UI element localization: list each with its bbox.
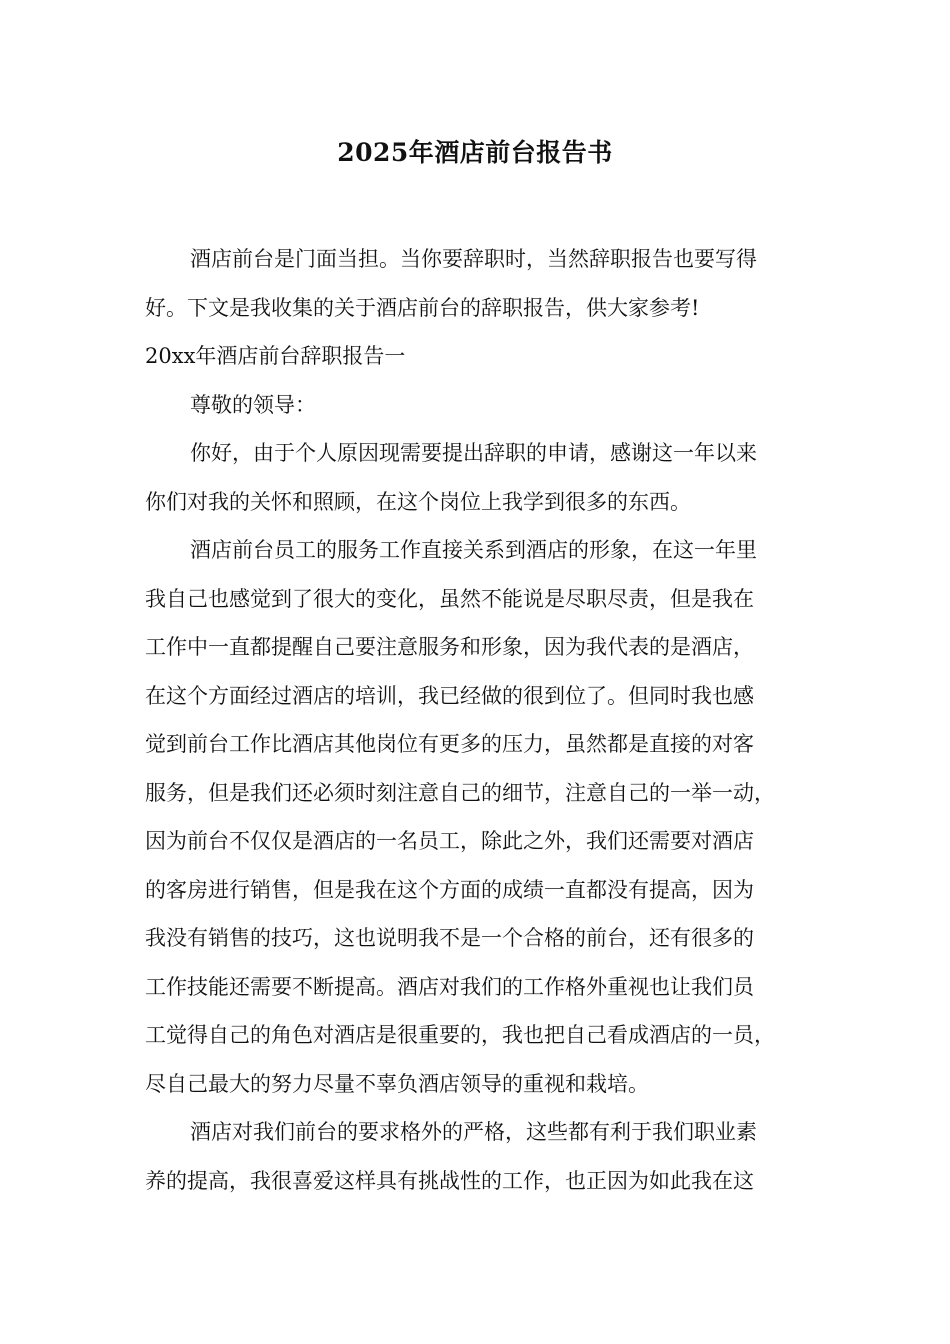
text-line: 我没有销售的技巧，这也说明我不是一个合格的前台，还有很多的 — [145, 926, 754, 950]
text-line: 工作技能还需要不断提高。酒店对我们的工作格外重视也让我们员 — [145, 974, 754, 999]
text-line: 养的提高，我很喜爱这样具有挑战性的工作，也正因为如此我在这 — [145, 1168, 754, 1193]
text-line: 在这个方面经过酒店的培训，我已经做的很到位了。但同时我也感 — [145, 683, 754, 708]
text-line: 因为前台不仅仅是酒店的一名员工，除此之外，我们还需要对酒店 — [145, 829, 754, 853]
text-line: 我自己也感觉到了很大的变化，虽然不能说是尽职尽责，但是我在 — [145, 586, 754, 611]
text-line: 酒店前台是门面当担。当你要辞职时，当然辞职报告也要写得 — [190, 247, 757, 271]
text-line: 尊敬的领导： — [190, 392, 316, 417]
page-title: 2025年酒店前台报告书 — [337, 138, 613, 167]
text-line: 20xx年酒店前台辞职报告一 — [145, 344, 406, 368]
document-body — [145, 235, 810, 1205]
text-line: 的客房进行销售，但是我在这个方面的成绩一直都没有提高，因为 — [145, 877, 754, 902]
text-line: 服务，但是我们还必须时刻注意自己的细节，注意自己的一举一动， — [145, 780, 775, 805]
text-line: 酒店对我们前台的要求格外的严格，这些都有利于我们职业素 — [190, 1120, 757, 1144]
text-line: 工觉得自己的角色对酒店是很重要的，我也把自己看成酒店的一员， — [145, 1023, 775, 1047]
text-line: 你好，由于个人原因现需要提出辞职的申请，感谢这一年以来 — [190, 441, 757, 465]
text-line: 尽自己最大的努力尽量不辜负酒店领导的重视和栽培。 — [145, 1071, 649, 1096]
text-line: 觉到前台工作比酒店其他岗位有更多的压力，虽然都是直接的对客 — [145, 732, 754, 756]
text-line: 酒店前台员工的服务工作直接关系到酒店的形象，在这一年里 — [190, 538, 757, 562]
text-line: 你们对我的关怀和照顾，在这个岗位上我学到很多的东西。 — [145, 489, 691, 514]
text-line: 工作中一直都提醒自己要注意服务和形象，因为我代表的是酒店， — [145, 635, 754, 659]
text-line: 好。下文是我收集的关于酒店前台的辞职报告，供大家参考! — [145, 295, 700, 320]
